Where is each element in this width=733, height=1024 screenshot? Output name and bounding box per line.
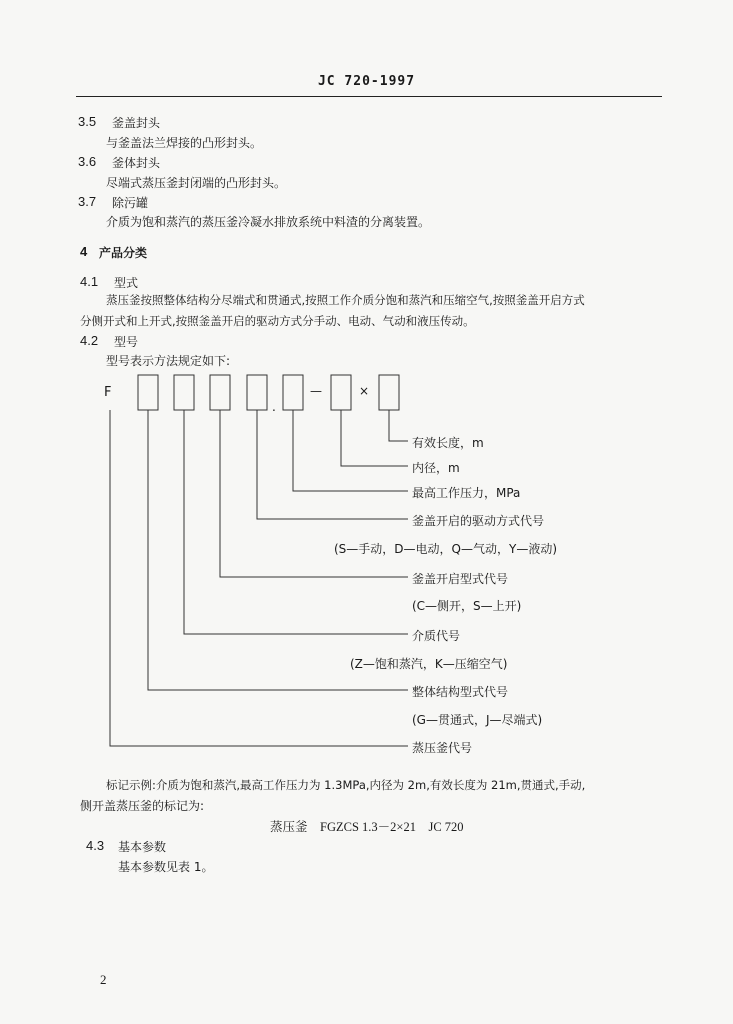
code-box-pressure <box>283 375 303 410</box>
code-box-diameter <box>331 375 351 410</box>
section-number: 4.2 <box>80 333 99 348</box>
example-mark: 蒸压釜 FGZCS 1.3－2×21 JC 720 <box>270 820 464 834</box>
example-line: 侧开盖蒸压釜的标记为: <box>80 799 205 813</box>
label-autoclave-code: 蒸压釜代号 <box>412 741 473 755</box>
section-number: 3.6 <box>78 154 97 169</box>
section-title: 基本参数 <box>118 840 167 854</box>
separator-dash: — <box>310 384 322 398</box>
label-structure: 整体结构型式代号 <box>412 685 509 699</box>
section-body-line: 分侧开式和上开式,按照釜盖开启的驱动方式分手动、电动、气动和液压传动。 <box>80 314 475 328</box>
section-body: 尽端式蒸压釜封闭端的凸形封头。 <box>106 176 287 190</box>
page-number: 2 <box>100 972 107 987</box>
chapter-title: 产品分类 <box>99 246 148 260</box>
code-box-medium <box>174 375 194 410</box>
separator-dot: . <box>272 400 276 414</box>
section-title: 釜体封头 <box>112 156 161 170</box>
label-drive-mode-codes: (S—手动，D—电动，Q—气动，Y—液动) <box>334 542 557 556</box>
separator-times: × <box>359 384 370 398</box>
leader-line-medium <box>184 410 408 634</box>
leader-line-diameter <box>341 410 408 466</box>
section-title: 釜盖封头 <box>112 116 161 130</box>
section-body: 与釜盖法兰焊接的凸形封头。 <box>106 136 263 150</box>
leader-line-length <box>389 410 408 441</box>
leader-line-prefix <box>110 410 408 746</box>
label-medium: 介质代号 <box>412 629 461 643</box>
label-effective-length: 有效长度，m <box>412 436 484 450</box>
label-opening-type-codes: (C—侧开，S—上开) <box>412 599 522 613</box>
code-box-opening-type <box>210 375 230 410</box>
label-medium-codes: (Z—饱和蒸汽，K—压缩空气) <box>350 657 508 671</box>
section-body: 基本参数见表 1。 <box>118 860 214 874</box>
label-structure-codes: (G—贯通式，J—尽端式) <box>412 713 543 727</box>
label-drive-mode: 釜盖开启的驱动方式代号 <box>412 514 545 528</box>
label-max-pressure: 最高工作压力，MPa <box>412 486 521 500</box>
section-number: 4.3 <box>86 838 105 853</box>
code-box-structure <box>138 375 158 410</box>
section-title: 型式 <box>114 276 139 290</box>
chapter-number: 4 <box>80 244 88 259</box>
code-box-length <box>379 375 399 410</box>
prefix-letter: F <box>104 385 112 400</box>
label-opening-type: 釜盖开启型式代号 <box>412 572 509 586</box>
leader-line-drive-mode <box>257 410 408 519</box>
section-title: 型号 <box>114 335 139 349</box>
section-number: 4.1 <box>80 274 99 289</box>
page-header-title: JC 720-1997 <box>317 74 416 89</box>
section-number: 3.5 <box>78 114 97 129</box>
code-box-drive-mode <box>247 375 267 410</box>
section-body: 介质为饱和蒸汽的蒸压釜冷凝水排放系统中料渣的分离装置。 <box>106 215 431 229</box>
section-intro: 型号表示方法规定如下: <box>106 354 231 368</box>
section-title: 除污罐 <box>112 196 149 210</box>
example-line: 标记示例:介质为饱和蒸汽,最高工作压力为 1.3MPa,内径为 2m,有效长度为 21m,贯通式,手动, <box>106 778 586 792</box>
label-inner-diameter: 内径，m <box>412 461 460 475</box>
leader-line-pressure <box>293 410 408 491</box>
section-body-line: 蒸压釜按照整体结构分尽端式和贯通式,按照工作介质分饱和蒸汽和压缩空气,按照釜盖开启方式 <box>106 293 585 307</box>
section-number: 3.7 <box>78 194 97 209</box>
